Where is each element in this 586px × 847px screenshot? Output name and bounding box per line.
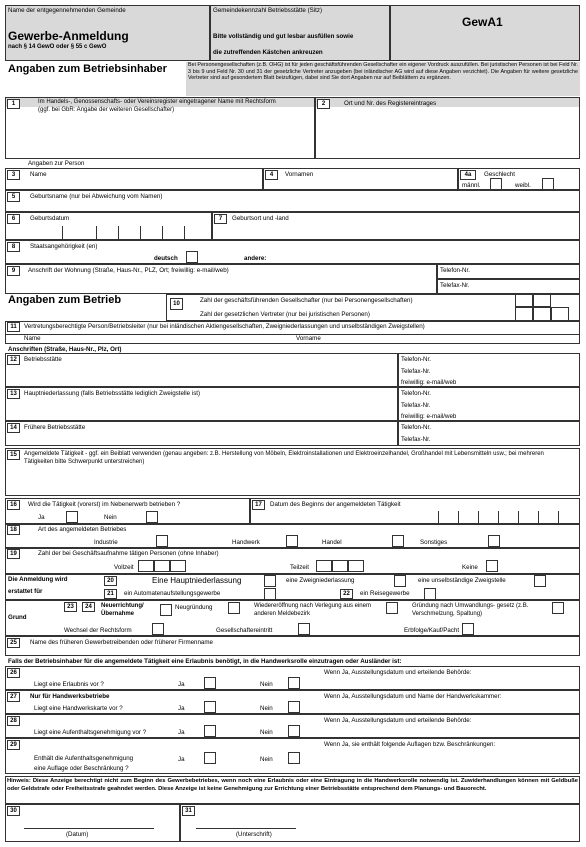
- handwerk-checkbox[interactable]: [286, 535, 298, 547]
- angaben-person-label: Angaben zur Person: [28, 160, 85, 167]
- f10-count-2[interactable]: [533, 294, 551, 307]
- f2-number: 2: [317, 99, 330, 109]
- f14-telefon: Telefon-Nr.: [401, 424, 431, 431]
- wiedereroeffnung-checkbox[interactable]: [386, 602, 398, 614]
- gesellschafter-checkbox[interactable]: [298, 623, 310, 635]
- reisegewerbe-checkbox[interactable]: [424, 588, 436, 600]
- date-divider: [498, 511, 499, 524]
- hauptniederlassung-label: Eine Hauptniederlassung: [152, 576, 242, 585]
- sonstiges-label: Sonstiges: [420, 539, 448, 546]
- f1-number: 1: [7, 99, 20, 109]
- f9-label: Anschrift der Wohnung (Straße, Haus-Nr., PLZ, Ort; freiwillig: e-mail/web): [28, 267, 229, 274]
- f29-nein-checkbox[interactable]: [288, 752, 300, 764]
- f11-label: Vertretungsberechtigte Person/Betriebsleiter (nur bei inländischen Aktiengesellschaften, Zweigniederlassungen und unselbständigen Zweigstellen): [24, 323, 425, 330]
- keine-checkbox[interactable]: [486, 560, 498, 572]
- rechtsform-label: Wechsel der Rechtsform: [64, 627, 132, 634]
- gesellschafter-label: Gesellschaftereintritt: [216, 627, 273, 634]
- maennl-label: männl.: [462, 182, 481, 189]
- f15-label: Angemeldete Tätigkeit - ggf. ein Beiblatt verwenden (genau angeben: z.B. Herstellung von Möbeln, Elektroinstallationen und Elektroeinzelhandel, Großhandel mit Lebensmitteln usw.; bei mehreren Tätigkeiten bitte Schwerpunkt unterstreichen): [24, 451, 544, 465]
- f13-telefax: Telefax-Nr.: [401, 402, 431, 409]
- f28-question: Liegt eine Aufenthaltsgenehmigung vor ?: [34, 729, 147, 736]
- rechtsform-checkbox[interactable]: [152, 623, 164, 635]
- f17-label: Datum des Beginns der angemeldeten Tätigkeit: [270, 501, 401, 508]
- vollzeit-label: Vollzeit: [114, 564, 134, 571]
- hinweis-text: Hinweis: Diese Anzeige berechtigt nicht zum Beginn des Gewerbebetriebes, wenn noch eine Erlaubnis oder eine Eintragung in die Handwerksrolle notwendig ist. Zuwiderhandlungen können mit Geldbuße oder Geldstrafe oder Freiheitsstrafe geahndet werden. Diese Anzeige ist keine Genehmigung zur Errichtung einer Betriebsstätte entsprechend dem Planungs- und Bauorecht.: [7, 778, 578, 792]
- f7-label: Geburtsort und -land: [232, 215, 289, 222]
- f12-number: 12: [7, 355, 20, 365]
- deutsch-label: deutsch: [154, 255, 178, 262]
- keine-label: Keine: [462, 564, 478, 571]
- automaten-label: ein Automatenaufstellungsgewerbe: [124, 590, 221, 597]
- date-divider: [458, 511, 459, 524]
- f3-label: Name: [30, 171, 47, 178]
- f11-vorname-label: Vorname: [296, 335, 321, 342]
- f13-freiwillig: freiwillig: e-mail/web: [401, 413, 457, 420]
- f28-nein-checkbox[interactable]: [288, 725, 300, 737]
- f8-number: 8: [7, 242, 20, 252]
- f28-number: 28: [7, 716, 20, 726]
- erlaubnis-intro: Falls der Betriebsinhaber für die angemeldete Tätigkeit eine Erlaubnis benötigt, in die Handwerksrolle einzutragen oder Ausländer ist:: [8, 658, 402, 665]
- instruction-line-2: die zutreffenden Kästchen ankreuzen: [213, 49, 323, 56]
- date-divider: [558, 511, 559, 524]
- f22-number: 22: [340, 589, 353, 599]
- date-divider: [184, 226, 185, 240]
- f21-number: 21: [104, 589, 117, 599]
- erbfolge-checkbox[interactable]: [462, 623, 474, 635]
- f16-label: Wird die Tätigkeit (vorerst) im Nebenerwerb betrieben ?: [28, 501, 181, 508]
- f26-nein-label: Nein: [260, 681, 273, 688]
- date-divider: [538, 511, 539, 524]
- unterschrift-label: (Unterschrift): [236, 831, 272, 838]
- f29-question-2: eine Auflage oder Beschränkung ?: [34, 765, 129, 772]
- date-divider: [62, 226, 63, 240]
- wiedereroeffnung-label: Wiedereröffnung nach Verlegung aus einem anderen Meldebezirk: [254, 603, 371, 617]
- industrie-checkbox[interactable]: [156, 535, 168, 547]
- umwandlung-label: Gründung nach Umwandlungs- gesetz (z.B. Verschmelzung, Spaltung): [412, 603, 529, 617]
- f25-number: 25: [7, 638, 20, 648]
- f4-number: 4: [265, 170, 278, 180]
- f6-label: Geburtsdatum: [30, 215, 70, 222]
- industrie-label: Industrie: [94, 539, 118, 546]
- neugruendung-checkbox[interactable]: [228, 602, 240, 614]
- f1-label: Im Handels-, Genossenschafts- oder Vereinsregister eingetragener Name mit Rechtsform (ggf. bei GbR: Angabe der weiteren Gesellschafter): [38, 99, 276, 113]
- form-id-box: [390, 5, 580, 61]
- form-id: GewA1: [462, 15, 503, 29]
- teilzeit-digit-1[interactable]: [316, 560, 332, 572]
- vollzeit-digit-2[interactable]: [154, 560, 170, 572]
- f29-question-1: Enthält die Aufenthaltsgenehmigung: [34, 755, 134, 762]
- neuerrichtung-checkbox[interactable]: [160, 604, 172, 616]
- f28-ja-label: Ja: [178, 729, 185, 736]
- datum-line: [24, 828, 154, 829]
- f13-telefon: Telefon-Nr.: [401, 390, 431, 397]
- f26-ja-checkbox[interactable]: [204, 677, 216, 689]
- f2-label: Ort und Nr. des Registereintrages: [344, 100, 437, 107]
- vollzeit-digit-3[interactable]: [170, 560, 186, 572]
- f16-nein-checkbox[interactable]: [146, 511, 158, 523]
- f27-right-label: Wenn Ja, Ausstellungsdatum und Name der Handwerkskammer:: [324, 693, 502, 700]
- f10-label-2: Zahl der gesetzlichen Vertreter (nur bei juristischen Personen): [200, 311, 370, 318]
- f27-ja-checkbox[interactable]: [204, 701, 216, 713]
- zweigstelle-checkbox[interactable]: [534, 575, 546, 587]
- f15-number: 15: [7, 450, 20, 460]
- betrieb-heading: Angaben zum Betrieb: [8, 294, 122, 306]
- erbfolge-label: Erbfolge/Kauf/Pacht: [404, 627, 460, 634]
- andere-label: andere:: [244, 255, 267, 262]
- f3-number: 3: [7, 170, 20, 180]
- f12-freiwillig: freiwillig: e-mail/web: [401, 379, 457, 386]
- f29-number: 29: [7, 740, 20, 750]
- datum-label: (Datum): [66, 831, 89, 838]
- f9-telefax-label: Telefax-Nr.: [440, 282, 470, 289]
- anschriften-label: Anschriften (Straße, Haus-Nr., Plz, Ort): [8, 346, 122, 353]
- sonstiges-checkbox[interactable]: [488, 535, 500, 547]
- f27-nein-label: Nein: [260, 705, 273, 712]
- inhaber-note: Bei Personengesellschaften (z.B. OHG) ist für jeden geschäftsführenden Gesellschafter ein eigener Vordruck auszufüllen. Bei juristischen Personen ist bei Feld Nr. 3 bis 9 und Feld Nr. 30 und 31 der gesetzliche Vertreter anzugeben (bei inländischer AG wird auf diese Angaben verzichtet). Die Angaben für weitere gesetzliche Vertreter sind auf gesondertem Blatt beizufügen, dabei sind Sie dort Angaben nur auf Beiblättern zu ergänzen.: [188, 62, 578, 82]
- gemeinde-label: Name der entgegennehmenden Gemeinde: [8, 7, 126, 14]
- f28-ja-checkbox[interactable]: [204, 725, 216, 737]
- date-divider: [140, 226, 141, 240]
- f8-label: Staatsangehörigkeit (en): [30, 243, 98, 250]
- f13-number: 13: [7, 389, 20, 399]
- f27-number: 27: [7, 692, 20, 702]
- f26-number: 26: [7, 668, 20, 678]
- date-divider: [118, 226, 119, 240]
- f30-datum-field[interactable]: [5, 804, 180, 842]
- grund-label: Grund: [8, 614, 27, 621]
- f27-question: Liegt eine Handwerkskarte vor ?: [34, 705, 123, 712]
- teilzeit-digit-2[interactable]: [332, 560, 348, 572]
- f17-number: 17: [252, 500, 265, 510]
- f12-telefax: Telefax-Nr.: [401, 368, 431, 375]
- form-title: Gewerbe-Anmeldung: [8, 29, 129, 43]
- f12-telefon: Telefon-Nr.: [401, 356, 431, 363]
- f9-number: 9: [7, 266, 20, 276]
- f5-number: 5: [7, 192, 20, 202]
- f28-right-label: Wenn Ja, Ausstellungsdatum und erteilende Behörde:: [324, 717, 472, 724]
- weibl-checkbox[interactable]: [542, 178, 554, 190]
- f4a-label: Geschlecht: [484, 171, 515, 178]
- f10-count-3[interactable]: [515, 307, 533, 321]
- kennzahl-label: Gemeindekennzahl Betriebsstätte (Sitz): [213, 7, 323, 14]
- f20-number: 20: [104, 576, 117, 586]
- erstattet-label-2: erstattet für: [8, 588, 43, 595]
- f27-nein-checkbox[interactable]: [288, 701, 300, 713]
- f9-telefon-label: Telefon-Nr.: [440, 267, 470, 274]
- f14-number: 14: [7, 423, 20, 433]
- zweigniederlassung-checkbox[interactable]: [394, 575, 406, 587]
- f14-label: Frühere Betriebsstätte: [24, 424, 86, 431]
- f29-ja-checkbox[interactable]: [204, 752, 216, 764]
- f26-question: Liegt eine Erlaubnis vor ?: [34, 681, 104, 688]
- f14-telefax: Telefax-Nr.: [401, 436, 431, 443]
- f4-label: Vornamen: [285, 171, 314, 178]
- f29-nein-label: Nein: [260, 756, 273, 763]
- f5-label: Geburtsname (nur bei Abweichung vom Namen): [30, 193, 163, 200]
- f18-number: 18: [7, 525, 20, 535]
- f13-label: Hauptniederlassung (falls Betriebsstätte lediglich Zweigstelle ist): [24, 390, 201, 397]
- f26-nein-checkbox[interactable]: [288, 677, 300, 689]
- automaten-checkbox[interactable]: [264, 588, 276, 600]
- f16-nein-label: Nein: [104, 514, 117, 521]
- date-divider: [438, 511, 439, 524]
- f16-number: 16: [7, 500, 20, 510]
- instruction-line-1: Bitte vollständig und gut lesbar ausfüllen sowie: [213, 33, 354, 40]
- f30-number: 30: [7, 806, 20, 816]
- f10-number: 10: [170, 298, 183, 310]
- erstattet-label-1: Die Anmeldung wird: [8, 576, 68, 583]
- f10-count-5[interactable]: [551, 307, 569, 321]
- deutsch-checkbox[interactable]: [186, 251, 198, 263]
- handwerk-label: Handwerk: [232, 539, 260, 546]
- date-divider: [518, 511, 519, 524]
- maennl-checkbox[interactable]: [490, 178, 502, 190]
- f19-number: 19: [7, 549, 20, 559]
- f29-ja-label: Ja: [178, 756, 185, 763]
- neuerrichtung-label: Neuerrichtung/ Übernahme: [101, 603, 144, 617]
- f24-number: 24: [82, 602, 95, 612]
- f16-ja-label: Ja: [38, 514, 45, 521]
- vollzeit-digit-1[interactable]: [138, 560, 154, 572]
- f26-ja-label: Ja: [178, 681, 185, 688]
- f11-name-label: Name: [24, 335, 41, 342]
- zweigstelle-label: eine unselbständige Zweigstelle: [418, 577, 506, 584]
- f27-ja-label: Ja: [178, 705, 185, 712]
- unterschrift-line: [196, 828, 296, 829]
- handel-label: Handel: [322, 539, 342, 546]
- reisegewerbe-label: ein Reisegewerbe: [360, 590, 410, 597]
- f12-label: Betriebsstätte: [24, 356, 62, 363]
- date-divider: [478, 511, 479, 524]
- f19-label: Zahl der bei Geschäftsaufnahme tätigen Personen (ohne Inhaber): [38, 550, 219, 557]
- f10-count-4[interactable]: [533, 307, 551, 321]
- f18-label: Art des angemeldeten Betriebes: [38, 526, 127, 533]
- umwandlung-checkbox[interactable]: [552, 602, 564, 614]
- f23-number: 23: [64, 602, 77, 612]
- handel-checkbox[interactable]: [392, 535, 404, 547]
- f26-right-label: Wenn Ja, Ausstellungsdatum und erteilende Behörde:: [324, 669, 472, 676]
- f10-label-1: Zahl der geschäftsführenden Gesellschafter (nur bei Personengesellschaften): [200, 297, 413, 304]
- hauptniederlassung-checkbox[interactable]: [264, 575, 276, 587]
- f7-number: 7: [214, 214, 227, 224]
- divider: [5, 334, 580, 335]
- teilzeit-label: Teilzeit: [290, 564, 309, 571]
- f16-ja-checkbox[interactable]: [66, 511, 78, 523]
- teilzeit-digit-3[interactable]: [348, 560, 364, 572]
- neugruendung-label: Neugründung: [175, 604, 213, 611]
- f4a-number: 4a: [460, 170, 476, 180]
- form-subtitle: nach § 14 GewO oder § 55 c GewO: [8, 44, 107, 50]
- f12-betriebsstaette-field[interactable]: [5, 353, 398, 387]
- f29-right-label: Wenn Ja, sie enthält folgende Auflagen bzw. Beschränkungen:: [324, 741, 496, 748]
- f10-count-1[interactable]: [515, 294, 533, 307]
- f28-nein-label: Nein: [260, 729, 273, 736]
- weibl-label: weibl.: [515, 182, 531, 189]
- f6-number: 6: [7, 214, 20, 224]
- f27-title: Nur für Handwerksbetriebe: [30, 693, 110, 700]
- date-divider: [96, 226, 97, 240]
- zweigniederlassung-label: eine Zweigniederlassung: [286, 577, 355, 584]
- f11-number: 11: [7, 322, 20, 332]
- inhaber-heading: Angaben zum Betriebsinhaber: [8, 63, 167, 75]
- date-divider: [162, 226, 163, 240]
- f31-number: 31: [182, 806, 195, 816]
- f25-label: Name des früheren Gewerbetreibenden oder früherer Firmenname: [30, 639, 213, 646]
